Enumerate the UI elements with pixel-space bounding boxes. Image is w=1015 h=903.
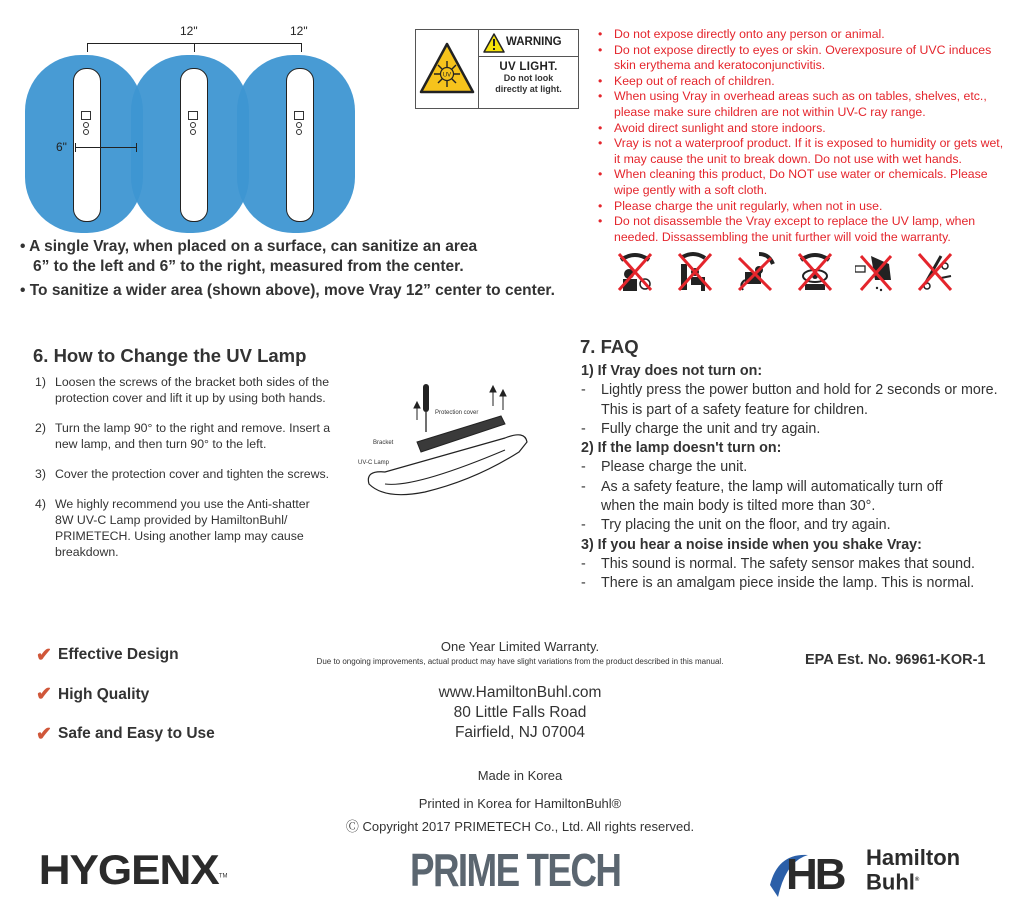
warranty-title: One Year Limited Warranty. xyxy=(440,639,600,654)
vray-device xyxy=(286,68,314,222)
indicator-icon xyxy=(296,129,302,135)
checkmark-icon: ✔ xyxy=(36,684,52,705)
faq-answer: - There is an amalgam piece inside the lamp. This is normal. xyxy=(581,575,975,592)
dimension-label-12-left: 12" xyxy=(180,24,198,38)
caution-item: • Do not expose directly onto any person or animal. xyxy=(598,27,1010,43)
street-address: 80 Little Falls Road xyxy=(453,704,587,721)
caution-list xyxy=(598,27,1010,245)
uv-hazard-icon xyxy=(416,30,479,108)
lamp-replacement-diagram xyxy=(355,380,545,500)
made-in: Made in Korea xyxy=(477,768,563,783)
faq-answer: - This sound is normal. The safety sensor makes that sound. xyxy=(581,555,976,572)
svg-text:Bracket: Bracket xyxy=(373,440,394,446)
feature-item: ✔ Effective Design xyxy=(36,644,179,666)
caution-item: • When cleaning this product, Do NOT use water or chemicals. Please wipe gently with a soft cloth. xyxy=(598,167,1010,198)
faq-answer: - Fully charge the unit and try again. xyxy=(581,420,821,437)
svg-text:UV: UV xyxy=(442,72,452,79)
faq-question: 1) If Vray does not turn on: xyxy=(581,363,763,379)
faq-answer: - Please charge the unit. xyxy=(581,459,748,476)
warning-triangle-icon xyxy=(483,33,505,53)
dimension-label-6: 6" xyxy=(56,140,67,154)
step-item: 3) Cover the protection cover and tighten the screws. xyxy=(35,467,330,481)
no-person-exposure-icon xyxy=(615,250,655,292)
indicator-icon xyxy=(83,122,89,128)
coverage-notes xyxy=(20,237,600,301)
feature-item: ✔ High Quality xyxy=(36,684,150,705)
faq-answer: - Lightly press the power button and hold for 2 seconds or more. This is part of a safety feature for children. xyxy=(581,382,998,418)
hb-wordmark: Hamilton Buhl® xyxy=(866,845,961,895)
caution-item: • Vray is not a waterproof product. If it is exposed to humidity or gets wet, it may cause the unit to break down. Do not use with wet hands. xyxy=(598,136,1010,167)
uv-warning-label xyxy=(415,29,579,109)
no-animal-exposure-icon xyxy=(735,250,775,292)
caution-item: • Avoid direct sunlight and store indoors. xyxy=(598,121,1010,137)
primetech-logo: PRIME TECH xyxy=(410,844,621,896)
radius-tick xyxy=(136,143,137,152)
step-item: 2) Turn the lamp 90° to the right and remove. Insert a new lamp, and then turn 90° to the left. xyxy=(35,421,331,451)
faq-question: 2) If the lamp doesn't turn on: xyxy=(581,440,782,457)
indicator-icon xyxy=(190,129,196,135)
no-seated-exposure-icon xyxy=(675,250,715,292)
caution-item: • Keep out of reach of children. xyxy=(598,74,1010,90)
svg-text:HB: HB xyxy=(786,850,844,899)
city-address: Fairfield, NJ 07004 xyxy=(454,724,586,741)
vray-device xyxy=(180,68,208,222)
power-button-icon xyxy=(81,111,91,120)
website-link[interactable]: www.HamiltonBuhl.com xyxy=(438,684,602,701)
caution-item: • Do not expose directly to eyes or skin. Overexposure of UVC induces skin erythema and keratoconjunctivitis. xyxy=(598,43,1010,74)
lamp-change-steps xyxy=(35,374,355,574)
faq-list xyxy=(581,362,1011,594)
coverage-note: • A single Vray, when placed on a surface, can sanitize an area xyxy=(20,238,478,255)
vray-device xyxy=(73,68,101,222)
faq-question: 3) If you hear a noise inside when you shake Vray: xyxy=(581,536,922,553)
feature-list xyxy=(36,645,215,764)
no-disassembly-icon xyxy=(915,250,955,292)
warning-text: UV LIGHT. Do not look directly at light. xyxy=(495,61,562,94)
power-button-icon xyxy=(294,111,304,120)
svg-text:Protection cover: Protection cover xyxy=(435,410,479,416)
hygenx-logo: HYGENX ™ xyxy=(38,846,228,893)
faq-answer: - As a safety feature, the lamp will automatically turn off when the main body is tilted more than 30°. xyxy=(581,478,943,515)
prohibition-icons xyxy=(615,250,965,294)
copyright: Ⓒ Copyright 2017 PRIMETECH Co., Ltd. All rights reserved. xyxy=(345,819,695,834)
faq-answer: - Try placing the unit on the floor, and try again. xyxy=(581,517,891,534)
hb-mark-icon xyxy=(768,845,868,899)
no-water-icon xyxy=(855,250,895,292)
caution-item: • Please charge the unit regularly, when not in use. xyxy=(598,199,1010,215)
dimension-tick xyxy=(301,43,302,52)
epa-number: EPA Est. No. 96961-KOR-1 xyxy=(805,652,986,668)
radius-tick xyxy=(75,143,76,152)
dimension-tick xyxy=(87,43,88,52)
hamiltonbuhl-logo xyxy=(768,845,1008,899)
warning-title: WARNING xyxy=(506,36,562,48)
caution-item: • When using Vray in overhead areas such as on tables, shelves, etc., please make sure children are not within UV-C ray range. xyxy=(598,89,1010,120)
checkmark-icon: ✔ xyxy=(36,723,52,745)
step-item: 1) Loosen the screws of the bracket both sides of the protection cover and lift it up by using both hands. xyxy=(35,375,330,405)
feature-item: ✔ Safe and Easy to Use xyxy=(36,723,215,745)
power-button-icon xyxy=(188,111,198,120)
no-eye-exposure-icon xyxy=(795,250,835,292)
checkmark-icon: ✔ xyxy=(36,644,52,666)
warranty-note: Due to ongoing improvements, actual product may have slight variations from the product described in this manual. xyxy=(316,657,724,666)
warning-header xyxy=(479,30,578,57)
section-title-change-lamp: 6. How to Change the UV Lamp xyxy=(33,345,307,366)
svg-text:UV-C Lamp: UV-C Lamp xyxy=(358,460,390,466)
radius-line xyxy=(75,147,136,148)
printed-for: Printed in Korea for HamiltonBuhl® xyxy=(418,796,622,811)
indicator-icon xyxy=(296,122,302,128)
dimension-label-12-right: 12" xyxy=(290,24,308,38)
indicator-icon xyxy=(190,122,196,128)
coverage-note: • To sanitize a wider area (shown above), move Vray 12” center to center. xyxy=(20,282,555,299)
coverage-note-continued: 6” to the left and 6” to the right, measured from the center. xyxy=(33,258,464,275)
step-item: 4) We highly recommend you use the Anti-shatter 8W UV-C Lamp provided by HamiltonBuhl/ PRIMETECH. Using another lamp may cause breakdown. xyxy=(35,497,310,559)
dimension-tick xyxy=(194,43,195,52)
coverage-diagram xyxy=(20,20,365,235)
caution-item: • Do not disassemble the Vray except to replace the UV lamp, when needed. Dissassembling the unit further will void the warranty. xyxy=(598,214,1010,245)
section-title-faq: 7. FAQ xyxy=(580,336,639,357)
contact-block xyxy=(270,683,770,743)
indicator-icon xyxy=(83,129,89,135)
